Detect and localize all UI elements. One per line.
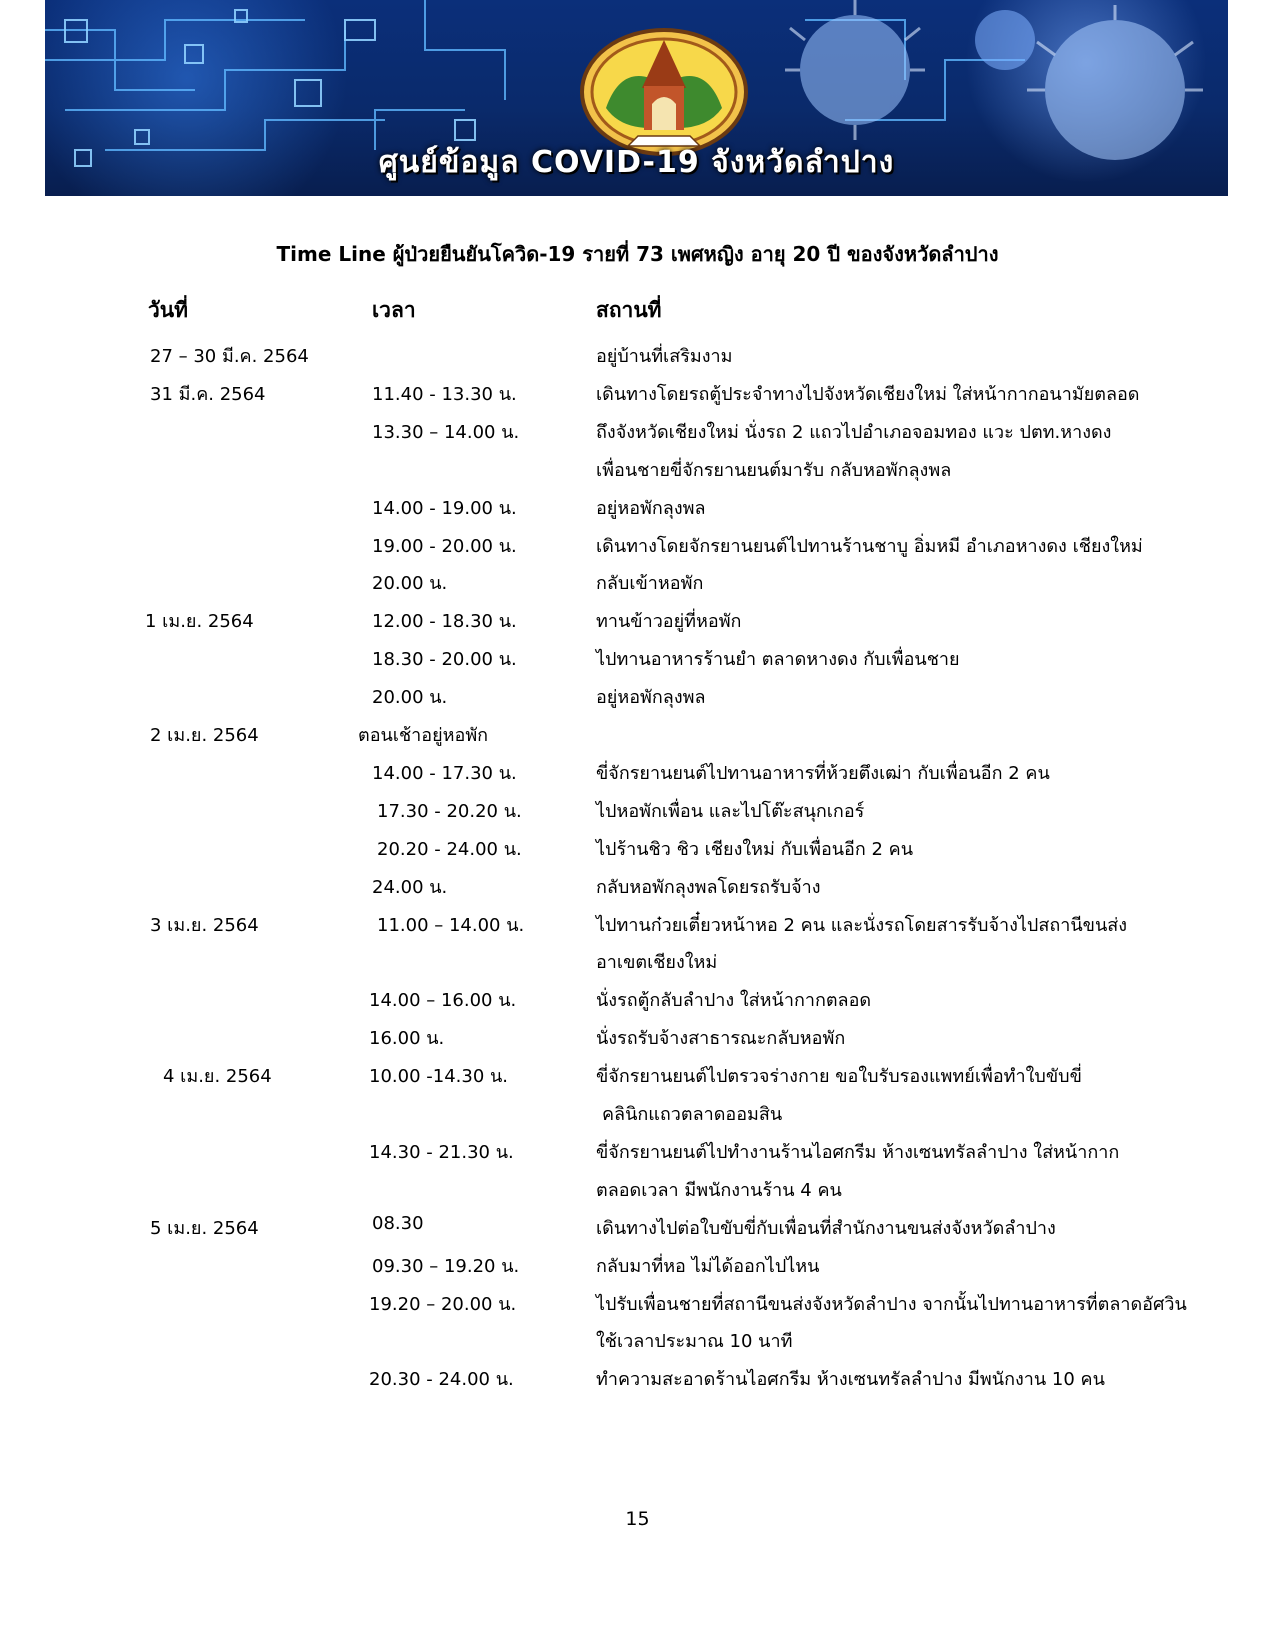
row-date: 27 – 30 มี.ค. 2564 [150, 346, 309, 367]
row-time: 24.00 น. [372, 877, 448, 898]
row-date: 1 เม.ย. 2564 [145, 611, 254, 632]
row-place: เดินทางไปต่อใบขับขี่กับเพื่อนที่สำนักงานขนส่งจังหวัดลำปาง [596, 1218, 1056, 1239]
row-date: 4 เม.ย. 2564 [163, 1066, 272, 1087]
row-time: 20.20 - 24.00 น. [377, 839, 522, 860]
row-time: 16.00 น. [369, 1028, 445, 1049]
row-time: 08.30 [372, 1213, 424, 1234]
row-time: 17.30 - 20.20 น. [377, 801, 522, 822]
page-number: 15 [625, 1508, 650, 1530]
row-time: 13.30 – 14.00 น. [372, 422, 520, 443]
row-time: 10.00 -14.30 น. [369, 1066, 509, 1087]
row-place: ขี่จักรยานยนต์ไปทานอาหารที่ห้วยตึงเฒ่า กับเพื่อนอีก 2 คน [596, 763, 1050, 784]
row-place: เดินทางโดยจักรยานยนต์ไปทานร้านชาบู อิ่มหมี อำเภอหางดง เชียงใหม่ [596, 536, 1143, 557]
row-time: 11.40 - 13.30 น. [372, 384, 517, 405]
header-time: เวลา [372, 298, 416, 322]
row-date: 2 เม.ย. 2564 [150, 725, 259, 746]
banner-title: ศูนย์ข้อมูล COVID-19 จังหวัดลำปาง [378, 145, 895, 180]
row-time: 20.00 น. [372, 687, 448, 708]
row-place: อยู่หอพักลุงพล [596, 687, 706, 708]
row-time: 11.00 – 14.00 น. [377, 915, 525, 936]
row-place: คลินิกแถวตลาดออมสิน [602, 1104, 783, 1125]
document-title: Time Line ผู้ป่วยยืนยันโควิด-19 รายที่ 73 เพศหญิง อายุ 20 ปี ของจังหวัดลำปาง [276, 242, 999, 266]
row-place: ไปทานก๋วยเตี๋ยวหน้าหอ 2 คน และนั่งรถโดยสารรับจ้างไปสถานีขนส่ง [596, 915, 1128, 936]
row-time: 19.00 - 20.00 น. [372, 536, 517, 557]
row-time: 20.30 - 24.00 น. [369, 1369, 514, 1390]
row-date: 3 เม.ย. 2564 [150, 915, 259, 936]
row-time: ตอนเช้าอยู่หอพัก [358, 725, 489, 746]
row-place: ทานข้าวอยู่ที่หอพัก [596, 611, 742, 632]
row-place: ไปทานอาหารร้านยำ ตลาดหางดง กับเพื่อนชาย [596, 649, 960, 670]
row-time: 20.00 น. [372, 573, 448, 594]
row-time: 12.00 - 18.30 น. [372, 611, 517, 632]
row-time: 18.30 - 20.00 น. [372, 649, 517, 670]
row-time: 14.00 - 17.30 น. [372, 763, 517, 784]
row-place: เดินทางโดยรถตู้ประจำทางไปจังหวัดเชียงใหม่ ใส่หน้ากากอนามัยตลอด [596, 384, 1140, 405]
header-place: สถานที่ [596, 298, 662, 322]
row-place: กลับหอพักลุงพลโดยรถรับจ้าง [596, 877, 821, 898]
row-place: ขี่จักรยานยนต์ไปตรวจร่างกาย ขอใบรับรองแพทย์เพื่อทำใบขับขี่ [596, 1066, 1082, 1087]
row-place: เพื่อนชายขี่จักรยานยนต์มารับ กลับหอพักลุงพล [596, 460, 952, 481]
row-place: กลับมาที่หอ ไม่ได้ออกไปไหน [596, 1256, 820, 1277]
row-place: ทำความสะอาดร้านไอศกรีม ห้างเซนทรัลลำปาง มีพนักงาน 10 คน [596, 1369, 1105, 1390]
row-place: ไปรับเพื่อนชายที่สถานีขนส่งจังหวัดลำปาง จากนั้นไปทานอาหารที่ตลาดอัศวิน [596, 1294, 1187, 1315]
row-place: ไปร้านชิว ชิว เชียงใหม่ กับเพื่อนอีก 2 คน [596, 839, 914, 860]
row-place: กลับเข้าหอพัก [596, 573, 704, 594]
row-date: 5 เม.ย. 2564 [150, 1218, 259, 1239]
row-time: 14.00 – 16.00 น. [369, 990, 517, 1011]
row-place: ไปหอพักเพื่อน และไปโต๊ะสนุกเกอร์ [596, 801, 865, 822]
row-place: ถึงจังหวัดเชียงใหม่ นั่งรถ 2 แถวไปอำเภอจอมทอง แวะ ปตท.หางดง [596, 422, 1112, 443]
row-place: นั่งรถรับจ้างสาธารณะกลับหอพัก [596, 1028, 846, 1049]
row-place: อาเขตเชียงใหม่ [596, 952, 718, 973]
row-place: ขี่จักรยานยนต์ไปทำงานร้านไอศกรีม ห้างเซนทรัลลำปาง ใส่หน้ากาก [596, 1142, 1120, 1163]
row-place: ใช้เวลาประมาณ 10 นาที [596, 1331, 793, 1352]
row-time: 14.30 - 21.30 น. [369, 1142, 514, 1163]
row-date: 31 มี.ค. 2564 [150, 384, 266, 405]
row-time: 14.00 - 19.00 น. [372, 498, 517, 519]
row-place: อยู่หอพักลุงพล [596, 498, 706, 519]
row-time: 09.30 – 19.20 น. [372, 1256, 520, 1277]
row-place: นั่งรถตู้กลับลำปาง ใส่หน้ากากตลอด [596, 990, 872, 1011]
row-place: ตลอดเวลา มีพนักงานร้าน 4 คน [596, 1180, 842, 1201]
row-time: 19.20 – 20.00 น. [369, 1294, 517, 1315]
row-place: อยู่บ้านที่เสริมงาม [596, 346, 733, 367]
header-date: วันที่ [148, 298, 188, 322]
